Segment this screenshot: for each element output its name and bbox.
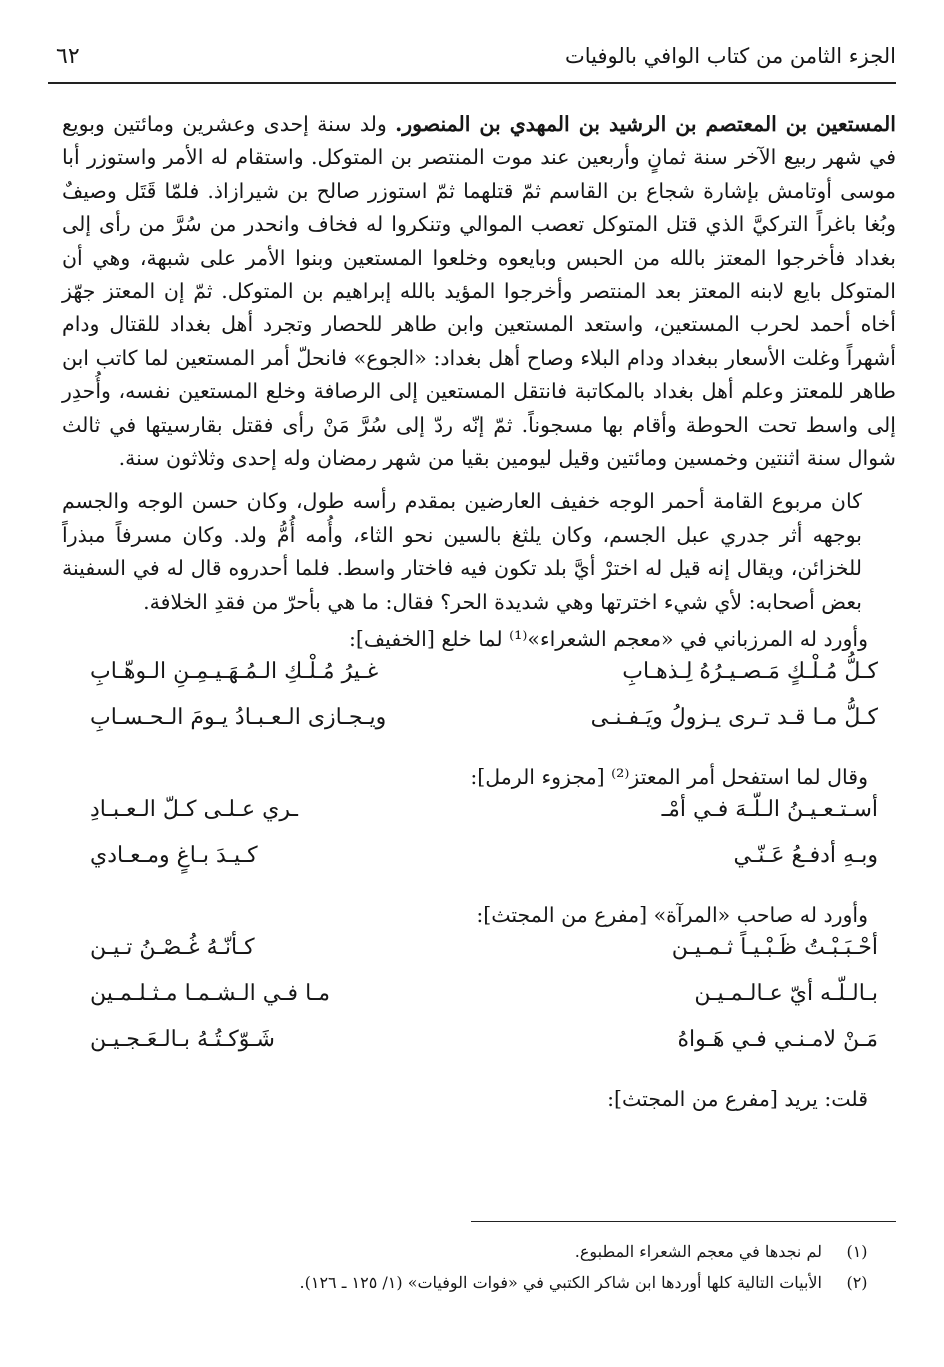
- poem-1-verse-2: [62, 705, 896, 751]
- verse-second-hemistich: غـيرُ مُـلْـكِ الـمُـهَـيـمِـنِ الـوهّـابِ: [90, 659, 379, 685]
- poem-3-verse-3: [62, 1027, 896, 1073]
- running-header: [48, 38, 896, 84]
- poem-1-verse-1: [62, 659, 896, 705]
- verse-first-hemistich: أسـتـعـيـنُ الـلّـهَ فـي أمْـ: [661, 797, 878, 823]
- verse-second-hemistich: كـأنّـهُ غُـصْـنُ تـيـن: [90, 935, 255, 961]
- verse-second-hemistich: ويـجـازى الـعـبـادُ يـومَ الـحـسـابِ: [90, 705, 387, 731]
- poem-2-verse-1: [62, 797, 896, 843]
- entry-paragraph-1-text: ولد سنة إحدى وعشرين ومائتين وبويع في شهر ربيع الآخر سنة ثمانٍ وأربعين عند موت المنتصر بن المتوكل. واستقام له الأمر واستوزر أبا موسى أوتامش بإشارة شجاع بن القاسم ثمّ قتلهما ثمّ استوزر صالح بن شيرازاذ. فلمّا قَتَل وصيفٌ وبُغا باغراً التركيَّ الذي قتل المتوكل تعصب الموالي وتنكروا له فخاف وانحدر من سُرَّ من رأى إلى بغداد فأخرجوا المعتز بالله من الحبس وبايعوه وخلعوا المستعين وبنوا الأمر على شبهة، وهي أن المتوكل بايع لابنه المعتز بعد المنتصر وأخرجوا المؤيد بالله إبراهيم بن المتوكل. ثمّ إن المعتز جهّز أخاه أحمد لحرب المستعين، واستعد المستعين وابن طاهر للحصار وتجرد أهل بغداد للقتال ودام أشهراً وغلت الأسعار ببغداد ودام البلاء وصاح أهل بغداد: «الجوع» فانحلّ أمر المستعين لما كاتب ابن طاهر للمعتز وعلم أهل بغداد بالمكاتبة فانتقل المستعين إلى الرصافة وخلع المستعين نفسه، وأُحدِر إلى واسط تحت الحوطة وأقام بها مسجوناً. ثمّ إنّه ردّ إلى سُرَّ مَنْ رأى فقتل بقارسيتها في ثالث شوال سنة اثنتين وخمسين ومائتين وقيل ليومين بقيا من شهر رمضان وله إحدى وثلاثون سنة.: [62, 112, 896, 471]
- footnote-number: (١): [846, 1242, 868, 1261]
- entry-lead-name: المستعين بن المعتصم بن الرشيد بن المهدي بن المنصور.: [395, 112, 896, 136]
- verse-first-hemistich: كـلُّ مُـلْـكٍ مَـصـيـرُهُ لِـذهـابِ: [622, 659, 878, 685]
- poem-3-verse-2: [62, 981, 896, 1027]
- verse-first-hemistich: وبـهِ أدفـعُ عَـنّـي: [733, 843, 878, 869]
- poem-3-intro: وأورد له صاحب «المرآة» [مفرع من المجتث]:: [476, 903, 868, 928]
- page-number: ٦٢: [56, 44, 80, 69]
- footnote-text: الأبيات التالية كلها أوردها ابن شاكر الكتبي في «فوات الوفيات» (١/ ١٢٥ ـ ١٢٦).: [299, 1273, 822, 1292]
- poem-2-intro: وقال لما استفحل أمر المعتز⁽²⁾ [مجزوء الرمل]:: [470, 765, 868, 790]
- verse-first-hemistich: كـلُّ مـا قـد تـرى يـزولُ ويَـفـنـى: [590, 705, 878, 731]
- poem-1-intro: وأورد له المرزباني في «معجم الشعراء»⁽¹⁾ لما خلع [الخفيف]:: [349, 627, 868, 652]
- footnote-divider: [471, 1221, 896, 1222]
- footnote-1: [62, 1236, 896, 1267]
- verse-second-hemistich: مـا فـي الـشـمـا مـثـلـمـين: [90, 981, 331, 1007]
- verse-first-hemistich: مَـنْ لامـنـي فـي هَـواهُ: [677, 1027, 878, 1053]
- verse-first-hemistich: بـالـلّـه أيّ عـالـمـيـن: [694, 981, 878, 1007]
- body-text: [62, 108, 896, 1119]
- poem-2-verse-2: [62, 843, 896, 889]
- verse-second-hemistich: كـيـدَ بـاغٍ ومـعـادي: [90, 843, 258, 869]
- verse-second-hemistich: ـري عـلـى كـلّ الـعـبـادِ: [90, 797, 298, 823]
- entry-paragraph-2: كان مربوع القامة أحمر الوجه خفيف العارضين بمقدم رأسه طول، وكان حسن الوجه والجسم بوجهه أثر جدري عبل الجسم، وكان يلثغ بالسين نحو الثاء، وأُمه أُمُّ ولد. وكان مسرفاً مبذراً للخزائن، ويقال إنه قيل له اخترْ أيَّ بلد تكون فيه فاختار واسط. فلما أحدروه قال له في السفينة بعض أصحابه: لأي شيء اخترتها وهي شديدة الحر؟ فقال: ما هي بأحرّ من فقدِ الخلافة.: [62, 489, 862, 614]
- footnote-number: (٢): [846, 1273, 868, 1292]
- poem-3-verse-1: [62, 935, 896, 981]
- entry-paragraph-1: [62, 108, 896, 475]
- footnote-2: [62, 1267, 896, 1298]
- footnotes: [62, 1236, 896, 1298]
- header-title: الجزء الثامن من كتاب الوافي بالوفيات: [564, 44, 896, 68]
- verse-second-hemistich: شَـوّكـتُـهُ بـالـعَـجـيـن: [90, 1027, 275, 1053]
- verse-first-hemistich: أحْـبَـبْـتُ ظَـبْـيـاً ثـمـيـن: [671, 935, 878, 961]
- footnote-text: لم نجدها في معجم الشعراء المطبوع.: [574, 1242, 822, 1261]
- closing-note: قلت: يريد [مفرع من المجتث]:: [607, 1087, 868, 1112]
